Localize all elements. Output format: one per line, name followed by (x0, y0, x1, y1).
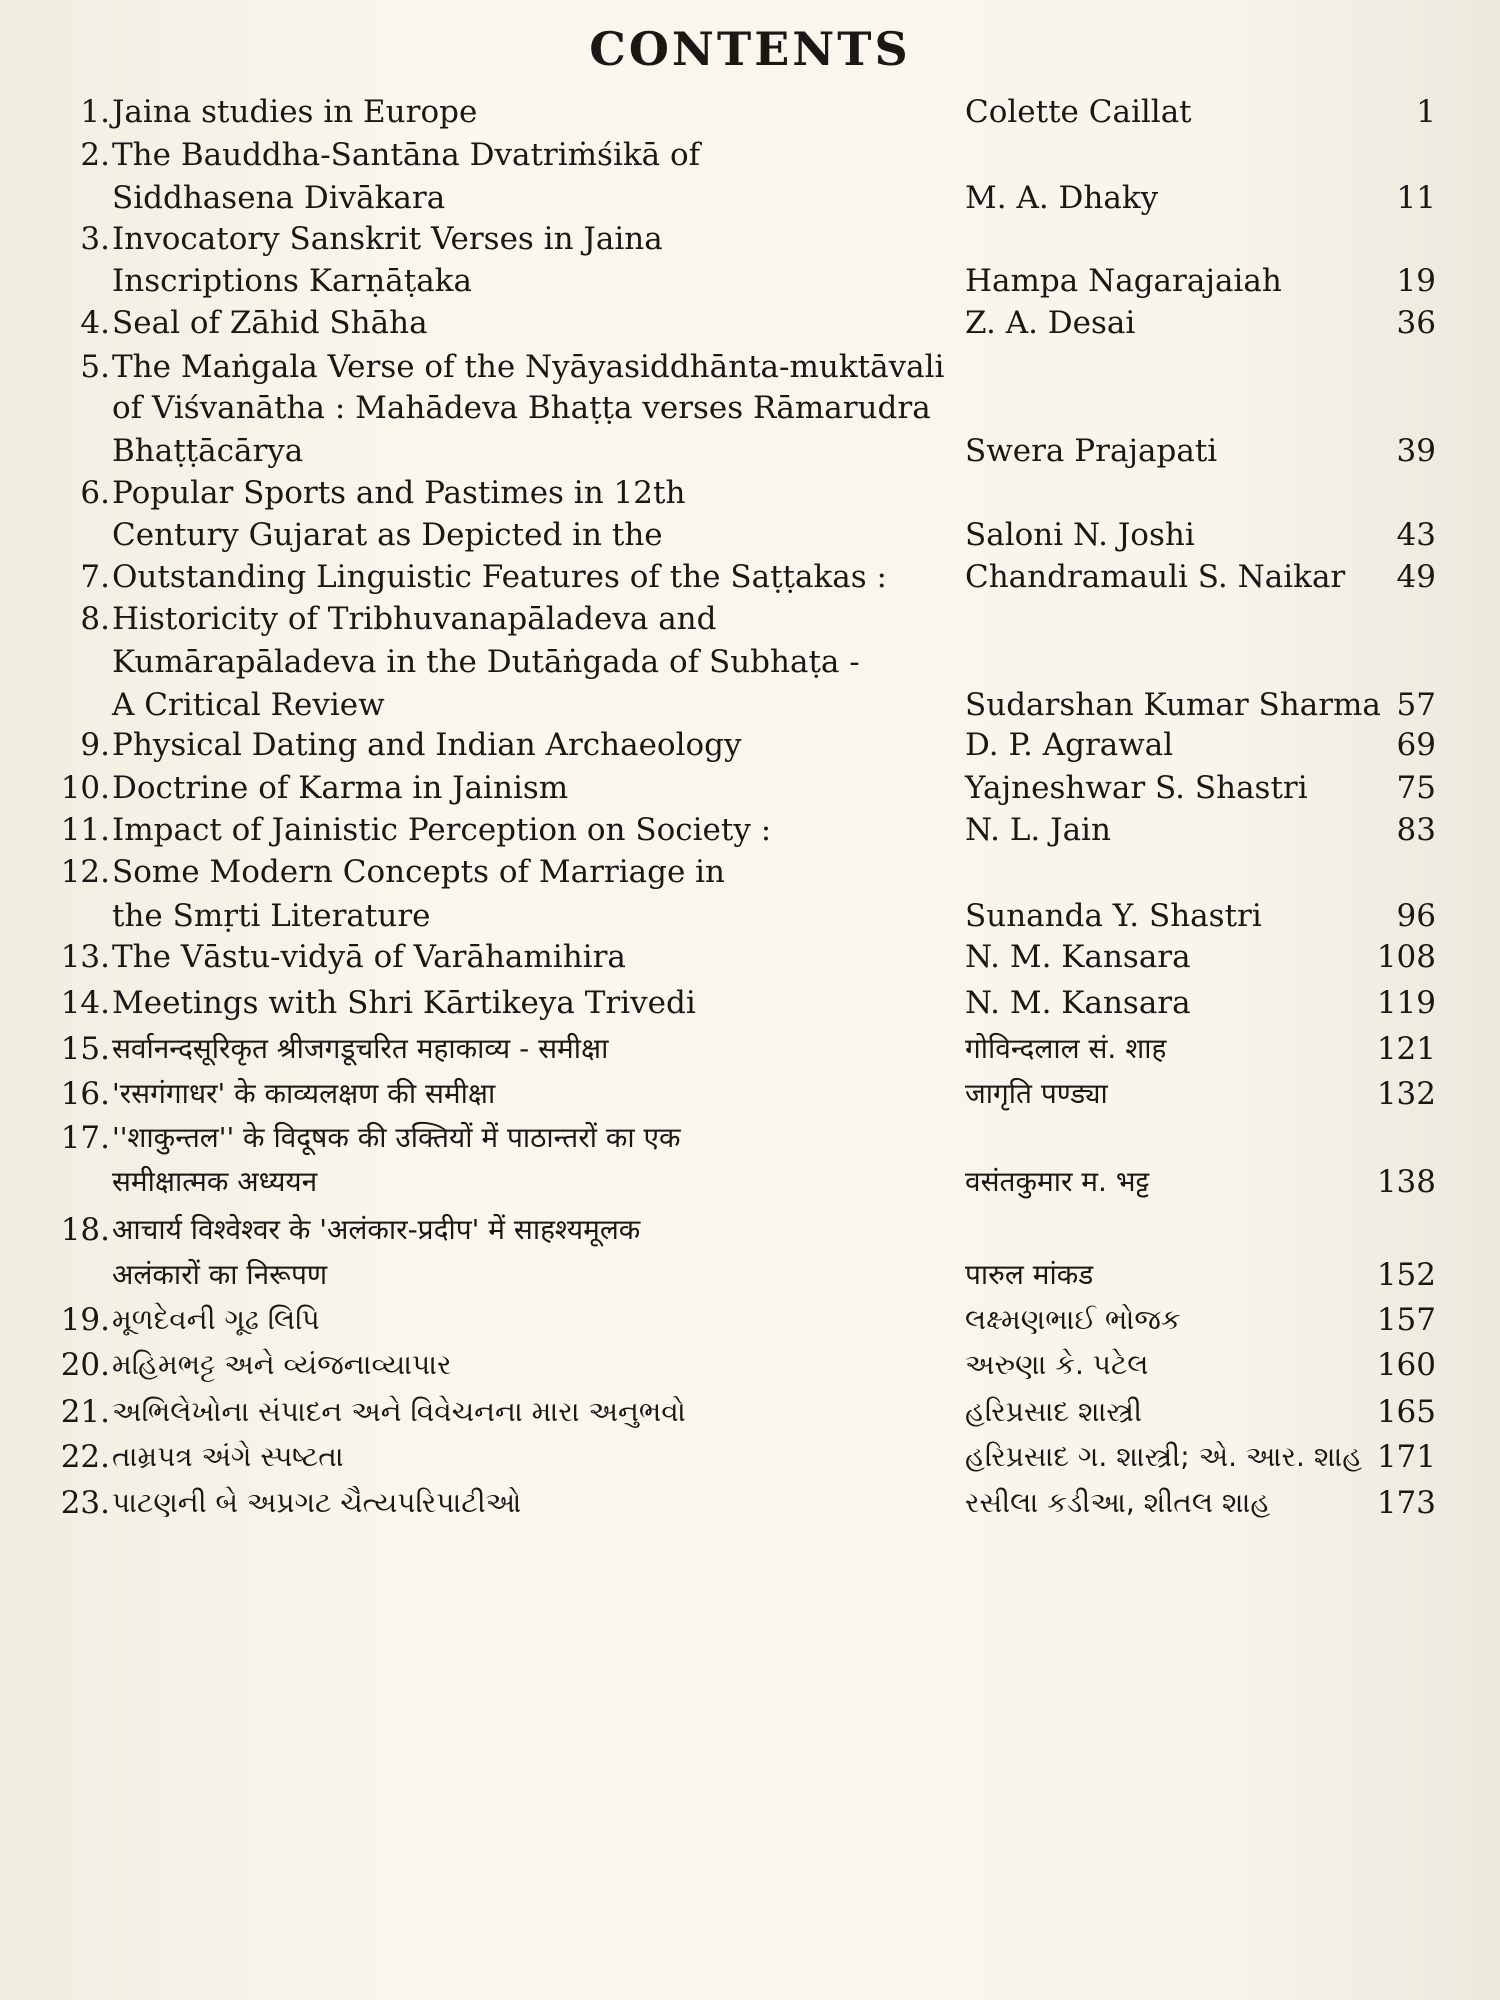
entry-title: Century Gujarat as Depicted in the (112, 517, 663, 553)
entry-number: 14. (60, 985, 110, 1021)
entry-page-number: 171 (1376, 1439, 1436, 1475)
entry-page-number: 132 (1376, 1076, 1436, 1112)
entry-number: 5. (80, 349, 110, 385)
entry-author: Colette Caillat (965, 94, 1192, 130)
page-title: CONTENTS (589, 22, 911, 76)
entry-title: Jaina studies in Europe (112, 94, 478, 130)
entry-author: गोविन्दलाल सं. शाह (965, 1032, 1167, 1065)
entry-page-number: 36 (1396, 305, 1436, 341)
entry-title: Popular Sports and Pastimes in 12th (112, 475, 686, 511)
entry-title: आचार्य विश्वेश्वर के 'अलंकार-प्रदीप' में साहश्यमूलक (112, 1213, 641, 1246)
entry-page-number: 165 (1376, 1394, 1436, 1430)
entry-title: ''शाकुन्तल'' के विदूषक की उक्तियों में पाठान्तरों का एक (112, 1121, 681, 1154)
entry-title: The Bauddha-Santāna Dvatriṁśikā of (112, 137, 701, 173)
entry-number: 6. (80, 475, 110, 511)
entry-author: N. M. Kansara (965, 939, 1191, 975)
entry-page-number: 57 (1396, 687, 1436, 723)
entry-number: 13. (60, 939, 110, 975)
entry-title: Siddhasena Divākara (112, 180, 446, 216)
toc-line (0, 1155, 1500, 1209)
entry-author: Yajneshwar S. Shastri (965, 770, 1308, 806)
entry-number: 22. (60, 1439, 110, 1475)
entry-page-number: 160 (1376, 1347, 1436, 1383)
entry-number: 10. (60, 770, 110, 806)
entry-author: Saloni N. Joshi (965, 517, 1195, 553)
entry-page-number: 49 (1396, 559, 1436, 595)
entry-author: Hampa Nagarajaiah (965, 263, 1282, 299)
entry-author: जागृति पण्ड्या (965, 1077, 1108, 1110)
entry-number: 18. (60, 1212, 110, 1248)
entry-title: the Smṛti Literature (112, 898, 431, 934)
entry-page-number: 152 (1376, 1257, 1436, 1293)
entry-title: of Viśvanātha : Mahādeva Bhaṭṭa verses Rāmarudra (112, 390, 931, 426)
entry-page-number: 75 (1396, 770, 1436, 806)
entry-title: The Maṅgala Verse of the Nyāyasiddhānta-muktāvali (112, 349, 945, 385)
entry-page-number: 1 (1416, 94, 1436, 130)
entry-author: वसंतकुमार म. भट्ट (965, 1165, 1150, 1198)
entry-title: Some Modern Concepts of Marriage in (112, 854, 726, 890)
entry-title: अलंकारों का निरूपण (112, 1258, 328, 1291)
entry-title: Kumārapāladeva in the Dutāṅgada of Subhaṭa - (112, 644, 860, 680)
entry-author: Sunanda Y. Shastri (965, 898, 1262, 934)
entry-title: મૂળદેવની ગૂઢ લિપિ (112, 1303, 320, 1336)
entry-author: N. L. Jain (965, 812, 1111, 848)
entry-title: અભિલેખોના સંપાદન અને વિવેચનના મારા અનુભવો (112, 1395, 686, 1428)
entry-title: Bhaṭṭācārya (112, 433, 304, 469)
toc-line (0, 1338, 1500, 1392)
entry-page-number: 138 (1376, 1164, 1436, 1200)
entry-title: Seal of Zāhid Shāha (112, 305, 428, 341)
entry-number: 21. (60, 1394, 110, 1430)
entry-title: The Vāstu-vidyā of Varāhamihira (112, 939, 626, 975)
entry-title: Physical Dating and Indian Archaeology (112, 727, 742, 763)
entry-number: 4. (80, 305, 110, 341)
entry-page-number: 121 (1376, 1031, 1436, 1067)
entry-page-number: 19 (1396, 263, 1436, 299)
entry-author: D. P. Agrawal (965, 727, 1174, 763)
entry-author: હરિપ્રસાદ શાસ્ત્રી (965, 1395, 1143, 1428)
entry-page-number: 173 (1376, 1485, 1436, 1521)
entry-title: सर्वानन्दसूरिकृत श्रीजगडूचरित महाकाव्य - समीक्षा (112, 1032, 609, 1065)
entry-number: 19. (60, 1302, 110, 1338)
entry-author: Sudarshan Kumar Sharma (965, 687, 1381, 723)
entry-author: M. A. Dhaky (965, 180, 1159, 216)
entry-title: समीक्षात्मक अध्ययन (112, 1165, 318, 1198)
entry-number: 23. (60, 1485, 110, 1521)
entry-page-number: 69 (1396, 727, 1436, 763)
entry-number: 3. (80, 221, 110, 257)
entry-title: તામ્રપત્ર અંગે સ્પષ્ટતા (112, 1440, 344, 1473)
entry-page-number: 43 (1396, 517, 1436, 553)
entry-author: N. M. Kansara (965, 985, 1191, 1021)
entry-author: હરિપ્રસાદ ગ. શાસ્ત્રી; એ. આર. શાહ (965, 1440, 1363, 1473)
entry-page-number: 119 (1376, 985, 1436, 1021)
entry-title: Outstanding Linguistic Features of the Saṭṭakas : (112, 559, 887, 595)
entry-page-number: 108 (1376, 939, 1436, 975)
entry-page-number: 11 (1396, 180, 1436, 216)
entry-author: Swera Prajapati (965, 433, 1218, 469)
entry-number: 8. (80, 601, 110, 637)
entry-number: 9. (80, 727, 110, 763)
entry-title: Historicity of Tribhuvanapāladeva and (112, 601, 717, 637)
entry-author: લક્ષ્મણભાઈ ભોજક (965, 1303, 1181, 1336)
toc-line (0, 1476, 1500, 1530)
entry-title: Meetings with Shri Kārtikeya Trivedi (112, 985, 696, 1021)
entry-number: 2. (80, 137, 110, 173)
entry-author: Z. A. Desai (965, 305, 1136, 341)
entry-page-number: 96 (1396, 898, 1436, 934)
entry-number: 7. (80, 559, 110, 595)
entry-title: પાટણની બે અપ્રગટ ચૈત્યપરિપાટીઓ (112, 1486, 522, 1519)
entry-number: 15. (60, 1031, 110, 1067)
entry-title: Impact of Jainistic Perception on Society : (112, 812, 772, 848)
entry-title: Doctrine of Karma in Jainism (112, 770, 569, 806)
entry-title: Invocatory Sanskrit Verses in Jaina (112, 221, 663, 257)
entry-page-number: 83 (1396, 812, 1436, 848)
entry-author: पारुल मांकड (965, 1258, 1094, 1291)
entry-title: 'रसगंगाधर' के काव्यलक्षण की समीक्षा (112, 1077, 496, 1110)
entry-page-number: 39 (1396, 433, 1436, 469)
entry-number: 11. (60, 812, 110, 848)
entry-author: રસીલા કડીઆ, શીતલ શાહ (965, 1486, 1271, 1519)
entry-author: અરુણા કે. પટેલ (965, 1348, 1149, 1381)
entry-title: Inscriptions Karṇāṭaka (112, 263, 472, 299)
entry-title: મહિમભટ્ટ અને વ્યંજનાવ્યાપાર (112, 1348, 452, 1381)
entry-title: A Critical Review (112, 687, 385, 723)
entry-page-number: 157 (1376, 1302, 1436, 1338)
entry-number: 1. (80, 94, 110, 130)
entry-number: 16. (60, 1076, 110, 1112)
entry-number: 20. (60, 1347, 110, 1383)
entry-number: 17. (60, 1120, 110, 1156)
entry-number: 12. (60, 854, 110, 890)
entry-author: Chandramauli S. Naikar (965, 559, 1346, 595)
